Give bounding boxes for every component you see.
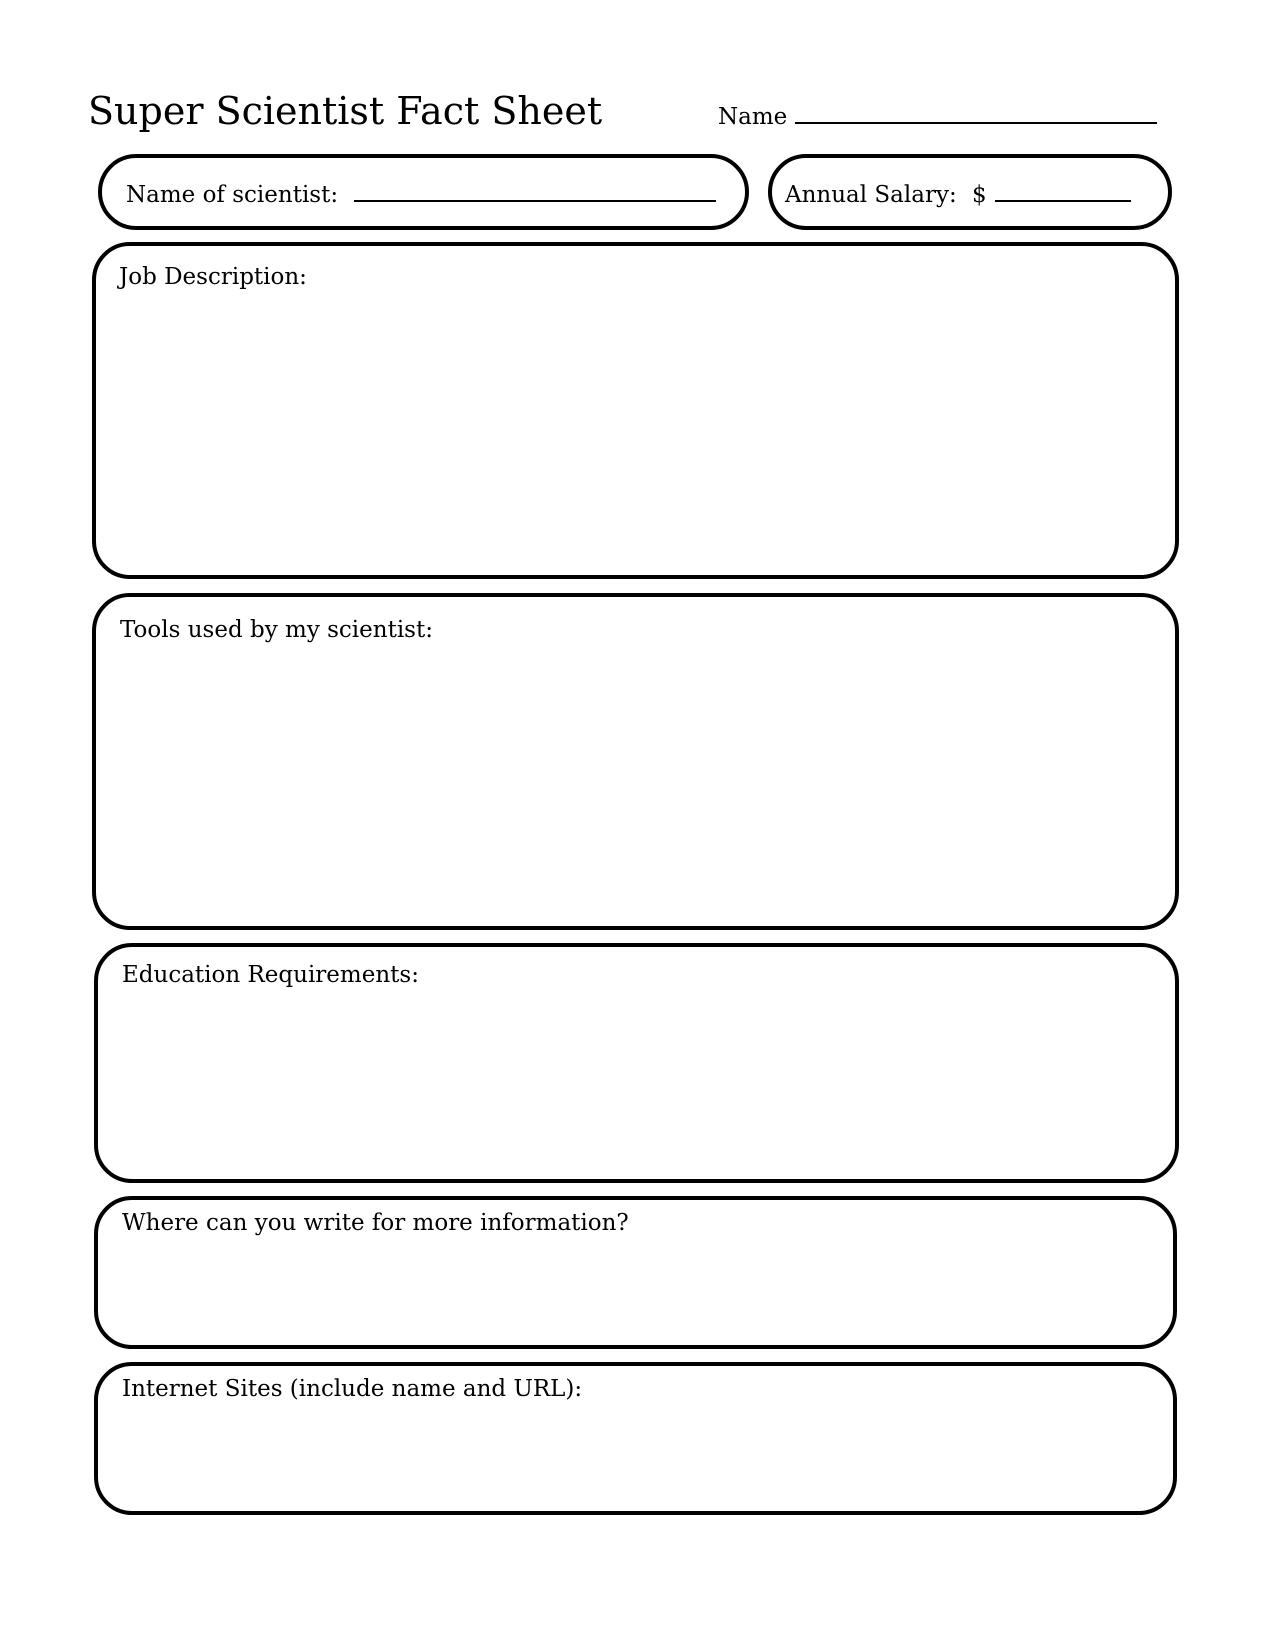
salary-blank[interactable] xyxy=(995,178,1131,202)
scientist-name-blank[interactable] xyxy=(354,178,716,202)
scientist-name-box[interactable] xyxy=(98,154,749,230)
internet-sites-box[interactable] xyxy=(94,1362,1177,1515)
salary-box[interactable] xyxy=(768,154,1172,230)
write-info-box[interactable] xyxy=(94,1196,1177,1349)
student-name-blank[interactable] xyxy=(795,100,1157,124)
page-title: Super Scientist Fact Sheet xyxy=(88,89,603,133)
education-label: Education Requirements: xyxy=(122,962,419,988)
salary-label: Annual Salary: xyxy=(785,182,957,208)
salary-field[interactable] xyxy=(785,178,1131,210)
salary-currency: $ xyxy=(972,182,987,208)
job-description-label: Job Description: xyxy=(119,264,307,290)
write-info-label: Where can you write for more information? xyxy=(122,1210,629,1236)
student-name-field[interactable] xyxy=(718,100,1157,132)
job-description-box[interactable] xyxy=(92,242,1179,579)
scientist-name-label: Name of scientist: xyxy=(126,182,339,208)
student-name-label: Name xyxy=(718,104,788,130)
internet-sites-label: Internet Sites (include name and URL): xyxy=(122,1376,583,1402)
education-box[interactable] xyxy=(94,943,1179,1183)
tools-label: Tools used by my scientist: xyxy=(120,617,433,643)
scientist-name-field[interactable] xyxy=(126,178,716,210)
tools-box[interactable] xyxy=(92,593,1179,930)
